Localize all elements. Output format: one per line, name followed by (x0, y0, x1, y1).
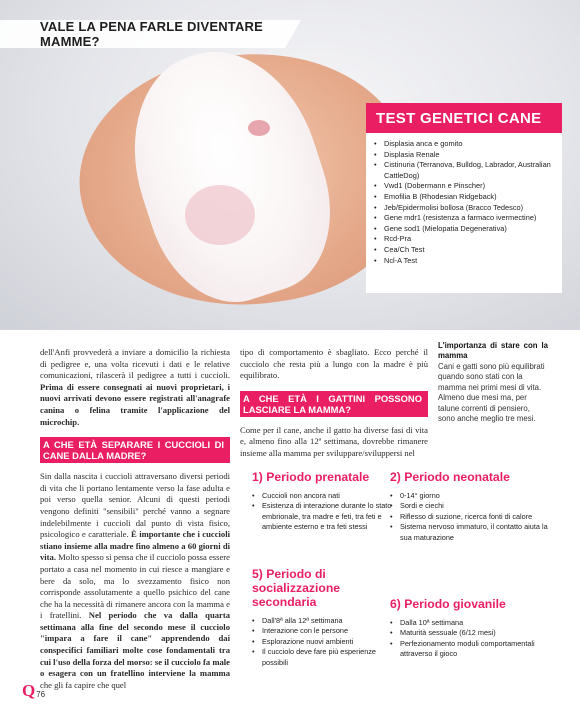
genetic-test-label: • Vwd1 (Dobermann e Pinscher) (384, 181, 486, 191)
phase-list-item (390, 522, 550, 543)
phase-item-text: • Perfezionamento moduli comportamentali attraverso il gioco (400, 638, 535, 659)
phase-list-item (252, 626, 402, 636)
phase-juvenile (390, 597, 560, 660)
page-number: 76 (36, 690, 46, 699)
puppy-belly (185, 185, 255, 245)
article-title-band (0, 20, 285, 48)
col2-paragraph-2: Come per il cane, anche il gatto ha diverse fasi di vita e, almeno fino alla 12ª settimana, dovrebbe rimanere insieme alla mamma per sviluppare/sviluppersi nel (240, 424, 428, 458)
phase-item-text: • Esplorazione nuovi ambienti (262, 636, 354, 646)
text-column-2 (240, 347, 428, 460)
col1-p2-text-a: Sin dalla nascita i cuccioli attraversano diversi periodi di vita che li portano lentamente verso la fase adulta e poi verso quella senior. Alcuni di questi periodi vengono definiti "sensibili" perché vanno a segnare indelebilmente i cuccioli dal punto di vista fisico, psicologico e caratteriale. (40, 471, 230, 540)
genetic-test-label: • Cistinuria (Terranova, Bulldog, Labrador, Australian CattleDog) (384, 160, 551, 180)
phase-title: 6) Periodo giovanile (390, 597, 506, 611)
col1-p1-bold-text: Prima di essere consegnati ai nuovi proprietari, i nuovi arrivati devono essere registrati all'anagrafe canina o felina tramite l'applicazione del microchip. (40, 381, 230, 427)
genetic-test-item (374, 234, 556, 245)
phase-list-item (390, 512, 550, 522)
phase-list-item (252, 616, 402, 626)
genetic-tests-box (366, 103, 562, 293)
phase-list-item (252, 501, 392, 532)
genetic-test-label: • Jeb/Epidermolisi bollosa (Bracco Tedesco) (384, 202, 524, 212)
magazine-logo: Q (22, 681, 36, 700)
phase-item-text: • Il cucciolo deve fare più esperienze possibili (262, 647, 376, 667)
col2-subheading: A CHE ETÀ I GATTINI POSSONO LASCIARE LA MAMMA? (240, 391, 428, 417)
col1-p2-bold-b: È importante che i cuccioli stiano insieme alla madre fino almeno a 60 giorni di vita. (40, 529, 230, 563)
phase-list-item (390, 501, 550, 511)
puppy-nose (248, 120, 270, 136)
phase-list-item (252, 647, 402, 668)
col1-p2-text-c: Molto spesso si pensa che il cucciolo possa essere portato a casa nel momento in cui riesce a mangiare e bere da solo, ma lo svezzamento fisico non corrisponde assolutamente a quello psichico del cane che ha la necessità di rimanere ancora con la mamma e i fratellini. (40, 552, 230, 621)
article-title: VALE LA PENA FARLE DIVENTARE MAMME? (40, 19, 264, 49)
genetic-tests-list (366, 133, 562, 266)
phase-neonatal (390, 470, 550, 543)
page-footer (22, 683, 45, 699)
col1-p2-bold-d: Nel periodo che va dalla quarta settimana alla fine del secondo mese il cucciolo "impara a fare il cane" apprendendo dai conspecifici familiari molte cose fondamentali tra cui l'uso della forza del morso: se il cucciolo fa male o esagera con un fratellino interviene la mamma (40, 610, 230, 679)
genetic-test-item (374, 203, 556, 214)
genetic-test-item (374, 150, 556, 161)
col2-paragraph-1: tipo di comportamento è sbagliato. Ecco perché il cucciolo che resta più a lungo con la madre è più equilibrato. (240, 347, 428, 381)
phase-list-item (252, 491, 392, 501)
phase-item-text: • Dalla 10ª settimana (400, 618, 464, 627)
title-band-corner (285, 20, 301, 48)
sidebar-note (438, 341, 548, 424)
col1-subheading: A CHE ETÀ SEPARARE I CUCCIOLI DI CANE DALLA MADRE? (40, 437, 230, 463)
phase-item-text: • Esistenza di interazione durante lo stato embrionale, tra madre e feti, tra feti e ambiente esterno e tra feti stessi (262, 501, 392, 532)
genetic-test-item (374, 181, 556, 192)
genetic-test-item (374, 224, 556, 235)
col1-p1-text: dell'Anfi provvederà a inviare a domicilio la richiesta di pedigree e, una volta ricevuti i dati e le relative comunicazioni, rilascerà il pedigree a tutti i cuccioli. (40, 347, 230, 381)
genetic-test-label: • Emofilia B (Rhodesian Ridgeback) (384, 191, 497, 201)
phase-item-text: • Riflesso di suzione, ricerca fonti di calore (400, 511, 533, 521)
genetic-test-item (374, 213, 556, 224)
genetic-test-label: • Cea/Ch Test (384, 244, 425, 254)
phase-list (390, 618, 560, 660)
phase-title: 2) Periodo neonatale (390, 470, 510, 484)
phase-list-item (390, 628, 560, 638)
sidebar-note-title: L'importanza di stare con la mamma (438, 341, 548, 360)
phase-prenatal (252, 470, 392, 533)
genetic-tests-header (366, 103, 562, 133)
phase-item-text: • Interazione con le persone (262, 626, 348, 636)
phase-list (252, 616, 402, 668)
genetic-test-label: • Gene sod1 (Mielopatia Degenerativa) (384, 223, 507, 233)
genetic-test-item (374, 256, 556, 267)
phase-item-text: • Sistema nervoso immaturo, il contatto aiuta la sua maturazione (400, 522, 548, 542)
phase-item-text: • 0-14° giorno (400, 491, 440, 500)
phase-item-text: • Cuccioli non ancora nati (262, 491, 340, 500)
phase-secondary-socialization (252, 567, 402, 668)
phase-title: 5) Periodo di socializzazione secondaria (252, 567, 341, 609)
phase-list-item (390, 491, 550, 501)
genetic-test-label: • Rcd-Pra (384, 234, 412, 244)
phase-list-item (390, 639, 560, 660)
phase-item-text: • Maturità sessuale (6/12 mesi) (400, 628, 496, 638)
genetic-tests-title: TEST GENETICI CANE (376, 109, 542, 127)
phase-list-item (252, 637, 402, 647)
phase-item-text: • Sordi e ciechi (400, 501, 444, 511)
genetic-test-label: • Displasia Renale (384, 149, 440, 159)
sidebar-note-body: Cani e gatti sono più equilibrati quando sono stati con la mamma nei primi mesi di vita. Almeno due mesi ma, per talune correnti di pensiero, sono anche meglio tre mesi. (438, 362, 545, 424)
genetic-test-label: • Displasia anca e gomito (384, 139, 463, 148)
phase-item-text: • Dall'8ª alla 12ª settimana (262, 616, 343, 625)
genetic-test-item (374, 139, 556, 150)
col1-p2-text-e: che gli fa capire che quel (40, 679, 127, 690)
genetic-test-label: • Gene mdr1 (resistenza a farmaco ivermectine) (384, 213, 537, 223)
phase-title: 1) Periodo prenatale (252, 470, 370, 484)
col1-paragraph-2 (40, 471, 230, 691)
col1-paragraph-1 (40, 347, 230, 428)
genetic-test-label: • Ncl-A Test (384, 255, 418, 265)
text-column-1 (40, 347, 230, 691)
phase-list (252, 491, 392, 533)
genetic-test-item (374, 160, 556, 181)
phase-list (390, 491, 550, 543)
genetic-test-item (374, 245, 556, 256)
genetic-test-item (374, 192, 556, 203)
phase-list-item (390, 618, 560, 628)
